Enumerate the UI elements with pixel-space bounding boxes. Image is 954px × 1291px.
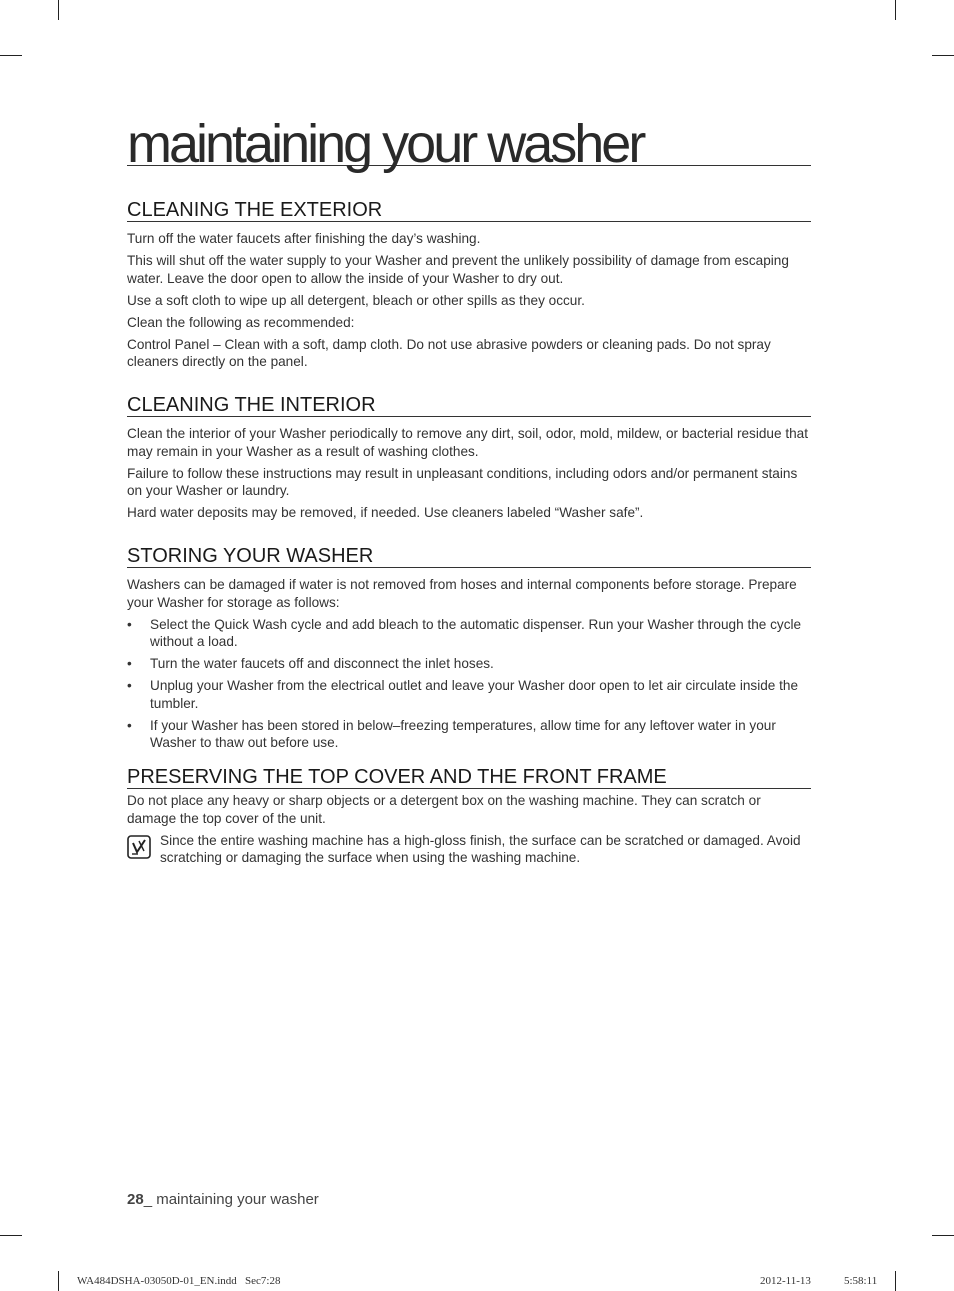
note-text: Since the entire washing machine has a high-gloss finish, the surface can be scratched or damaged. Avoid scratching or damaging the surface when using the washing machine. bbox=[160, 832, 801, 865]
note bbox=[127, 832, 811, 867]
list-item-text: If your Washer has been stored in below–freezing temperatures, allow time for any leftover water in your Washer to thaw out before use. bbox=[150, 717, 776, 750]
footer-label: maintaining your washer bbox=[152, 1191, 319, 1208]
crop-mark-top-left-v bbox=[58, 0, 59, 20]
paragraph: Clean the following as recommended: bbox=[127, 314, 355, 330]
crop-mark-bottom-right-h bbox=[932, 1235, 954, 1236]
paragraph: Use a soft cloth to wipe up all detergent, bleach or other spills as they occur. bbox=[127, 292, 585, 308]
bullet-dot: • bbox=[127, 678, 132, 693]
paragraph: This will shut off the water supply to your Washer and prevent the unlikely possibility of damage from escaping water. Leave the door open to allow the inside of your Washer to dry out. bbox=[127, 253, 789, 286]
page-title: maintaining your washer bbox=[127, 117, 811, 166]
bullet-dot: • bbox=[127, 656, 132, 671]
section-cleaning-exterior bbox=[127, 199, 811, 371]
crop-mark-top-right-h bbox=[932, 55, 954, 56]
paragraph: Do not place any heavy or sharp objects or a detergent box on the washing machine. They can scratch or damage the top cover of the unit. bbox=[127, 793, 761, 826]
list-item bbox=[127, 677, 811, 712]
section-heading: STORING YOUR WASHER bbox=[127, 545, 811, 568]
crop-mark-bottom-left-h bbox=[0, 1235, 22, 1236]
bullet-dot: • bbox=[127, 717, 132, 733]
section-heading: CLEANING THE INTERIOR bbox=[127, 394, 811, 417]
bullet-list bbox=[127, 616, 811, 752]
crop-mark-bottom-left-v bbox=[58, 1271, 59, 1291]
bullet-dot: • bbox=[127, 616, 132, 632]
paragraph: Turn off the water faucets after finishing the day’s washing. bbox=[127, 231, 481, 246]
list-item-text: Select the Quick Wash cycle and add bleach to the automatic dispenser. Run your Washer through the cycle without a load. bbox=[150, 616, 802, 649]
section-preserving-cover bbox=[127, 766, 811, 867]
paragraph: Clean the interior of your Washer periodically to remove any dirt, soil, odor, mold, mildew, or bacterial residue that may remain in your Washer as a result of washing clothes. bbox=[127, 426, 809, 459]
section-heading: PRESERVING THE TOP COVER AND THE FRONT FRAME bbox=[127, 766, 811, 789]
section-storing-washer bbox=[127, 545, 811, 752]
list-item-text: Turn the water faucets off and disconnect the inlet hoses. bbox=[150, 656, 494, 671]
slug-date: 2012-11-13 bbox=[760, 1275, 811, 1287]
page-footer bbox=[127, 1191, 319, 1208]
section-cleaning-interior bbox=[127, 394, 811, 522]
paragraph: Control Panel – Clean with a soft, damp cloth. Do not use abrasive powders or cleaning pads. Do not spray cleaners directly on the panel. bbox=[127, 336, 771, 369]
crop-mark-top-left-h bbox=[0, 55, 22, 56]
slug-file: WA484DSHA-03050D-01_EN.indd Sec7:28 bbox=[77, 1275, 281, 1287]
page-number: 28 bbox=[127, 1191, 144, 1208]
list-item bbox=[127, 655, 811, 673]
crop-mark-top-right-v bbox=[895, 0, 896, 20]
list-item-text: Unplug your Washer from the electrical outlet and leave your Washer door open to let air circulate inside the tumbler. bbox=[150, 678, 799, 711]
paragraph: Washers can be damaged if water is not removed from hoses and internal components before storage. Prepare your Washer for storage as follows: bbox=[127, 577, 797, 610]
footer-separator: _ bbox=[143, 1191, 153, 1208]
list-item bbox=[127, 616, 811, 651]
list-item bbox=[127, 717, 811, 752]
paragraph: Hard water deposits may be removed, if needed. Use cleaners labeled “Washer safe”. bbox=[127, 505, 644, 520]
slug-time: 5:58:11 bbox=[844, 1275, 878, 1287]
paragraph: Failure to follow these instructions may result in unpleasant conditions, including odors and/or permanent stains on your Washer or laundry. bbox=[127, 465, 798, 498]
crop-mark-bottom-right-v bbox=[895, 1271, 896, 1291]
note-pencil-icon bbox=[127, 835, 151, 859]
section-heading: CLEANING THE EXTERIOR bbox=[127, 199, 811, 222]
